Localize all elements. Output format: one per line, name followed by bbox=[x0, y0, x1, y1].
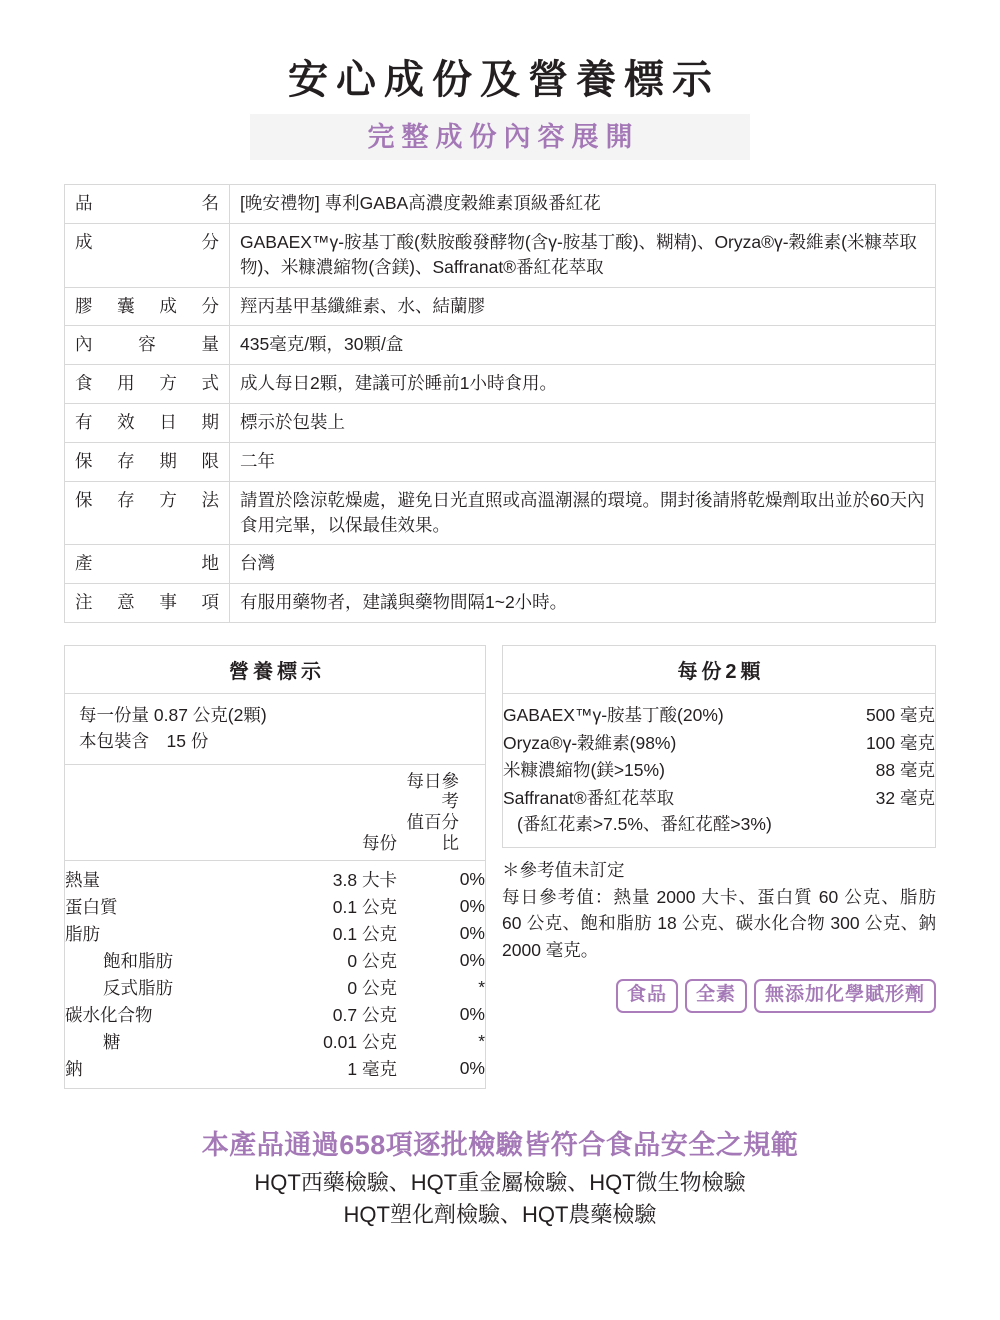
table-row bbox=[65, 326, 936, 365]
table-row bbox=[65, 185, 936, 224]
ingredient-subnote: (番紅花素>7.5%、番紅花醛>3%) bbox=[517, 814, 772, 835]
nutrient-percent: 0% bbox=[459, 869, 485, 890]
note-daily-value: 每日參考值：熱量 2000 大卡、蛋白質 60 公克、脂肪 60 公克、飽和脂肪 18 公克、碳水化合物 300 公克、鈉 2000 毫克。 bbox=[502, 887, 936, 960]
table-row bbox=[65, 365, 936, 404]
nutrition-panel bbox=[64, 645, 486, 1089]
percent-col-header-line1: 每日參考 bbox=[406, 770, 459, 812]
servings-per-container: 本包裝含 15 份 bbox=[79, 731, 209, 752]
info-label: 保存期限 bbox=[65, 442, 230, 481]
page-title: 安心成份及營養標示 bbox=[288, 58, 720, 102]
table-row bbox=[65, 974, 485, 1001]
serving-info bbox=[65, 694, 485, 765]
ingredient-list bbox=[503, 694, 935, 847]
table-row bbox=[65, 947, 485, 974]
nutrition-header-row bbox=[65, 765, 485, 861]
ingredient-amount: 32 毫克 bbox=[875, 787, 935, 808]
amount-col-header: 每份 bbox=[247, 765, 397, 861]
nutrient-amount: 1 毫克 bbox=[347, 1059, 397, 1080]
info-label: 品名 bbox=[65, 185, 230, 224]
nutrient-percent: 0% bbox=[459, 896, 485, 917]
table-row bbox=[65, 287, 936, 326]
nutrient-amount: 0.1 公克 bbox=[332, 924, 397, 945]
ingredient-name: 米糠濃縮物(鎂>15%) bbox=[503, 760, 665, 781]
info-value: 二年 bbox=[230, 442, 936, 481]
table-row bbox=[65, 584, 936, 623]
info-label: 成分 bbox=[65, 223, 230, 287]
nutrient-amount: 3.8 大卡 bbox=[332, 870, 397, 891]
page-header bbox=[0, 0, 1000, 160]
footer-heading: 本產品通過658項逐批檢驗皆符合食品安全之規範 bbox=[201, 1130, 799, 1161]
nutrient-name: 鈉 bbox=[65, 1059, 83, 1080]
percent-col-header-line2: 值百分比 bbox=[406, 811, 459, 853]
table-row bbox=[65, 861, 485, 894]
nutrition-panel-title: 營養標示 bbox=[65, 646, 485, 694]
badge-group bbox=[502, 979, 936, 1013]
info-value: 台灣 bbox=[230, 545, 936, 584]
ingredient-panel bbox=[502, 645, 936, 1013]
product-info-table bbox=[64, 184, 936, 623]
info-value: 成人每日2顆，建議可於睡前1小時食用。 bbox=[230, 365, 936, 404]
ingredient-name: Oryza®γ-穀維素(98%) bbox=[503, 732, 677, 753]
table-row bbox=[503, 757, 935, 785]
info-value: 請置於陰涼乾燥處，避免日光直照或高溫潮濕的環境。開封後請將乾燥劑取出並於60天內食用完畢，以保最佳效果。 bbox=[230, 481, 936, 545]
info-label: 注意事項 bbox=[65, 584, 230, 623]
nutrient-amount: 0.7 公克 bbox=[332, 1005, 397, 1026]
status-badge: 食品 bbox=[616, 979, 678, 1013]
ingredient-panel-title: 每份2顆 bbox=[503, 646, 935, 694]
info-label: 產地 bbox=[65, 545, 230, 584]
status-badge: 全素 bbox=[685, 979, 747, 1013]
percent-col-header bbox=[397, 765, 485, 861]
ingredient-amount: 500 毫克 bbox=[865, 705, 935, 726]
ingredient-amount: 100 毫克 bbox=[865, 732, 935, 753]
status-badge: 無添加化學賦形劑 bbox=[754, 979, 936, 1013]
table-row bbox=[503, 785, 935, 813]
table-row bbox=[503, 730, 935, 758]
info-value: 435毫克/顆，30顆/盒 bbox=[230, 326, 936, 365]
nutrient-amount: 0.1 公克 bbox=[332, 897, 397, 918]
nutrient-col-header bbox=[65, 765, 247, 861]
info-value: 有服用藥物者，建議與藥物間隔1~2小時。 bbox=[230, 584, 936, 623]
nutrition-box bbox=[64, 645, 486, 1089]
nutrient-percent: 0% bbox=[459, 1004, 485, 1025]
product-info-section bbox=[64, 184, 936, 623]
nutrient-amount: 0.01 公克 bbox=[323, 1032, 397, 1053]
subtitle-band bbox=[250, 114, 750, 160]
nutrient-percent: 0% bbox=[459, 1058, 485, 1079]
ingredient-box bbox=[502, 645, 936, 848]
nutrient-percent: 0% bbox=[459, 950, 485, 971]
nutrient-name: 碳水化合物 bbox=[65, 1005, 153, 1026]
ingredient-name: GABAEX™γ-胺基丁酸(20%) bbox=[503, 705, 724, 726]
info-label: 內容量 bbox=[65, 326, 230, 365]
nutrient-amount: 0 公克 bbox=[347, 951, 397, 972]
table-row bbox=[65, 1055, 485, 1088]
info-value: 標示於包裝上 bbox=[230, 404, 936, 443]
footer-line-2: HQT塑化劑檢驗、HQT農藥檢驗 bbox=[343, 1201, 657, 1227]
table-row bbox=[65, 1028, 485, 1055]
info-value: GABAEX™γ-胺基丁酸(麩胺酸發酵物(含γ-胺基丁酸)、糊精)、Oryza®γ-穀維素(米糠萃取物)、米糠濃縮物(含鎂)、Saffranat®番紅花萃取 bbox=[230, 223, 936, 287]
nutrient-percent: * bbox=[478, 1031, 485, 1052]
page-footer bbox=[0, 1129, 1000, 1231]
page-subtitle: 完整成份內容展開 bbox=[367, 121, 640, 152]
table-row bbox=[65, 442, 936, 481]
info-label: 有效日期 bbox=[65, 404, 230, 443]
table-row bbox=[65, 545, 936, 584]
info-value: 羥丙基甲基纖維素、水、結蘭膠 bbox=[230, 287, 936, 326]
nutrient-name: 糖 bbox=[103, 1032, 121, 1053]
ingredient-amount: 88 毫克 bbox=[875, 760, 935, 781]
info-label: 膠囊成分 bbox=[65, 287, 230, 326]
info-label: 保存方法 bbox=[65, 481, 230, 545]
nutrient-name: 飽和脂肪 bbox=[103, 951, 173, 972]
nutrient-name: 熱量 bbox=[65, 870, 100, 891]
info-value: [晚安禮物] 專利GABA高濃度穀維素頂級番紅花 bbox=[240, 193, 601, 213]
nutrient-name: 脂肪 bbox=[65, 924, 100, 945]
ingredient-table bbox=[503, 702, 935, 812]
nutrition-table bbox=[65, 765, 485, 1089]
note-star: ＊參考值未訂定 bbox=[502, 859, 625, 880]
nutrient-name: 蛋白質 bbox=[65, 897, 118, 918]
info-label: 食用方式 bbox=[65, 365, 230, 404]
table-row bbox=[65, 1001, 485, 1028]
panels-section bbox=[64, 645, 936, 1089]
serving-size: 每一份量 0.87 公克(2顆) bbox=[79, 705, 267, 726]
footer-line-1: HQT西藥檢驗、HQT重金屬檢驗、HQT微生物檢驗 bbox=[254, 1169, 746, 1195]
table-row bbox=[65, 920, 485, 947]
table-row bbox=[65, 223, 936, 287]
ingredient-name: Saffranat®番紅花萃取 bbox=[503, 787, 675, 808]
nutrient-amount: 0 公克 bbox=[347, 978, 397, 999]
table-row bbox=[65, 481, 936, 545]
table-row bbox=[65, 893, 485, 920]
table-row bbox=[503, 702, 935, 730]
table-row bbox=[65, 404, 936, 443]
reference-notes bbox=[502, 857, 936, 963]
nutrient-name: 反式脂肪 bbox=[103, 978, 173, 999]
nutrient-percent: * bbox=[478, 977, 485, 998]
nutrient-percent: 0% bbox=[459, 923, 485, 944]
